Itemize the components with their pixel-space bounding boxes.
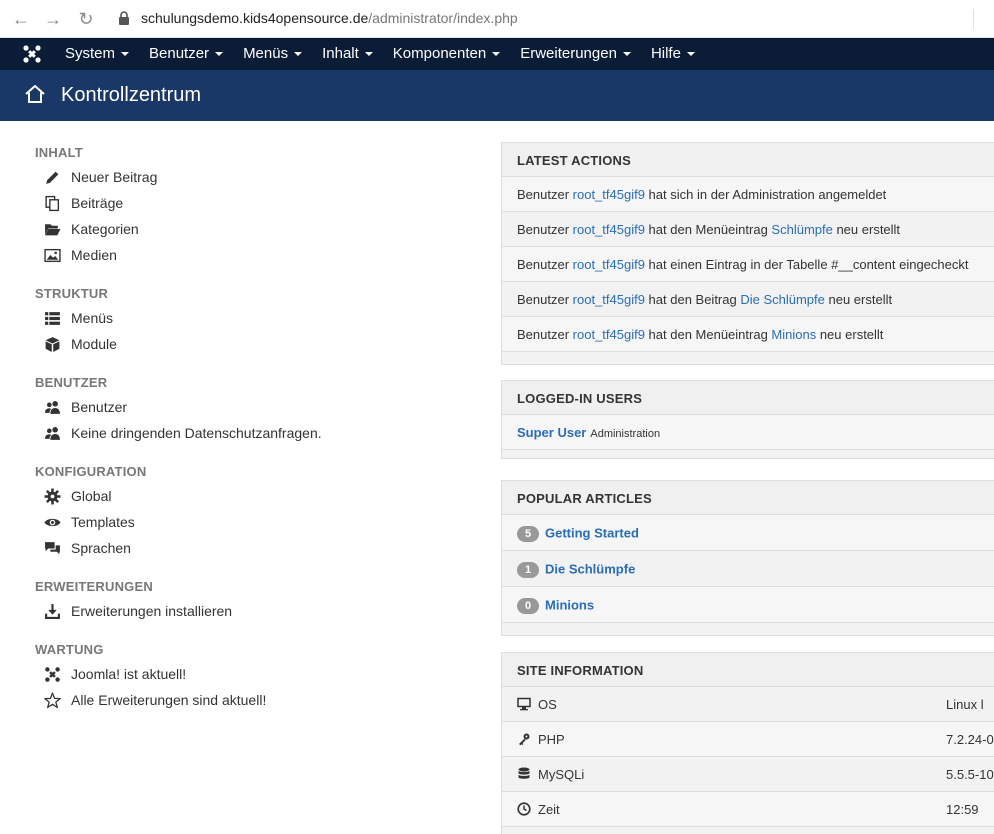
sidebar-heading: BENUTZER	[35, 375, 108, 390]
latest-actions-panel	[501, 142, 994, 365]
panel-heading: POPULAR ARTICLES	[502, 481, 994, 515]
info-value: 7.2.24-0	[946, 732, 994, 747]
sidebar-heading: WARTUNG	[35, 642, 104, 657]
sidebar-item-label: Kategorien	[71, 221, 139, 237]
list-icon	[43, 309, 61, 327]
action-suffix: neu erstellt	[824, 292, 893, 307]
user-link[interactable]: root_tf45gif9	[572, 222, 645, 237]
sidebar-item-sprachen[interactable]	[35, 535, 475, 561]
action-prefix: Benutzer	[517, 292, 573, 307]
info-value: 12:59	[946, 802, 979, 817]
info-value: Linux l	[946, 697, 984, 712]
sidebar-item-label: Erweiterungen installieren	[71, 603, 233, 619]
users-icon	[43, 424, 61, 442]
home-icon	[24, 83, 46, 105]
user-link[interactable]: root_tf45gif9	[572, 327, 645, 342]
reload-icon[interactable]: ↻	[78, 9, 94, 29]
menu-label: System	[65, 45, 116, 62]
sidebar-item-label: Joomla! ist aktuell!	[71, 666, 187, 682]
list-item	[502, 415, 994, 450]
joomla-logo-icon[interactable]	[22, 44, 42, 64]
list-item	[502, 317, 994, 352]
menu-label: Komponenten	[392, 45, 487, 62]
lock-icon	[118, 11, 130, 25]
users-icon	[43, 398, 61, 416]
sidebar-item-beitraege[interactable]	[35, 190, 475, 216]
menu-system[interactable]	[55, 38, 139, 70]
desktop-icon	[517, 697, 531, 711]
pencil-icon	[43, 168, 61, 186]
sidebar-item-module[interactable]	[35, 331, 475, 357]
sidebar-item-label: Alle Erweiterungen sind aktuell!	[71, 692, 267, 708]
menu-label: Menüs	[243, 45, 289, 62]
toolbar-divider	[960, 9, 974, 29]
address-bar[interactable]	[141, 10, 518, 26]
sidebar-item-label: Sprachen	[71, 540, 131, 556]
site-information-panel	[501, 652, 994, 834]
sidebar-section-konfiguration	[35, 461, 475, 561]
caret-down-icon	[623, 52, 631, 56]
action-text: hat sich in der Administration angemeldet	[644, 187, 887, 202]
info-label: PHP	[538, 732, 565, 747]
action-suffix: neu erstellt	[832, 222, 901, 237]
popular-articles-list	[502, 515, 994, 623]
page-title: Kontrollzentrum	[61, 84, 202, 106]
info-label: OS	[538, 697, 557, 712]
info-label: MySQLi	[538, 767, 585, 782]
article-link[interactable]: Getting Started	[545, 525, 639, 541]
list-item	[502, 282, 994, 317]
info-value: 5.5.5-10	[946, 767, 994, 782]
sidebar-section-erweiterungen	[35, 576, 475, 624]
sidebar-item-label: Global	[71, 488, 112, 504]
action-text: hat den Menüeintrag	[644, 327, 772, 342]
action-prefix: Benutzer	[517, 187, 573, 202]
item-link[interactable]: Schlümpfe	[771, 222, 833, 237]
panel-footer	[502, 623, 994, 635]
sidebar-section-benutzer	[35, 372, 475, 446]
sidebar-item-label: Menüs	[71, 310, 114, 326]
main-menu	[55, 38, 705, 70]
sidebar	[35, 142, 475, 728]
popular-articles-panel	[501, 480, 994, 636]
joomla-icon	[43, 665, 61, 683]
sidebar-item-label: Medien	[71, 247, 117, 263]
panel-heading: LOGGED-IN USERS	[502, 381, 994, 415]
download-icon	[43, 602, 61, 620]
user-link[interactable]: root_tf45gif9	[572, 292, 645, 307]
key-icon	[517, 732, 531, 746]
table-row	[502, 792, 994, 827]
info-label: Zeit	[538, 802, 560, 817]
menu-benutzer[interactable]	[139, 38, 233, 70]
page-header	[0, 70, 994, 121]
list-item	[502, 551, 994, 587]
caret-down-icon	[687, 52, 695, 56]
admin-menubar	[0, 38, 994, 70]
action-text: hat den Menüeintrag	[644, 222, 772, 237]
sidebar-item-label: Beiträge	[71, 195, 124, 211]
user-link[interactable]: root_tf45gif9	[572, 187, 645, 202]
forward-arrow-icon[interactable]: →	[44, 9, 62, 29]
panel-footer	[502, 352, 994, 364]
user-link[interactable]: root_tf45gif9	[572, 257, 645, 272]
comments-icon	[43, 539, 61, 557]
caret-down-icon	[365, 52, 373, 56]
sidebar-item-label: Module	[71, 336, 117, 352]
list-item	[502, 515, 994, 551]
url-host: schulungsdemo.kids4opensource.de	[141, 10, 369, 26]
article-link[interactable]: Die Schlümpfe	[545, 561, 636, 577]
list-item	[502, 212, 994, 247]
sidebar-item-global[interactable]	[35, 483, 475, 509]
list-item	[502, 247, 994, 282]
action-text: hat den Beitrag	[644, 292, 741, 307]
gear-icon	[43, 487, 61, 505]
cube-icon	[43, 335, 61, 353]
menu-label: Erweiterungen	[520, 45, 617, 62]
logged-in-users-panel	[501, 380, 994, 459]
sidebar-item-erweiterungen-installieren[interactable]	[35, 598, 475, 624]
panel-heading: LATEST ACTIONS	[502, 143, 994, 177]
menu-inhalt[interactable]	[312, 38, 383, 70]
sidebar-item-label: Benutzer	[71, 399, 128, 415]
sidebar-item-erweiterungen-aktuell[interactable]	[35, 687, 475, 713]
item-link[interactable]: Die Schlümpfe	[740, 292, 825, 307]
user-link[interactable]: Super User	[517, 425, 587, 440]
eye-icon	[43, 513, 61, 531]
sidebar-item-menues[interactable]	[35, 305, 475, 331]
action-suffix: neu erstellt	[816, 327, 884, 342]
image-icon	[43, 246, 61, 264]
caret-down-icon	[215, 52, 223, 56]
hits-badge: 1	[517, 562, 539, 578]
sidebar-section-wartung	[35, 639, 475, 713]
menu-hilfe[interactable]	[641, 38, 705, 70]
action-prefix: Benutzer	[517, 257, 573, 272]
sidebar-item-kategorien[interactable]	[35, 216, 475, 242]
sidebar-item-label: Neuer Beitrag	[71, 169, 158, 185]
sidebar-heading: ERWEITERUNGEN	[35, 579, 153, 594]
sidebar-item-benutzer[interactable]	[35, 394, 475, 420]
article-link[interactable]: Minions	[545, 597, 595, 613]
back-arrow-icon[interactable]: ←	[12, 9, 30, 29]
sidebar-item-label: Keine dringenden Datenschutzanfragen.	[71, 425, 322, 441]
sidebar-section-struktur	[35, 283, 475, 357]
panel-heading: SITE INFORMATION	[502, 653, 994, 687]
user-role: Administration	[590, 428, 661, 440]
caret-down-icon	[492, 52, 500, 56]
hits-badge: 0	[517, 598, 539, 614]
star-icon	[43, 691, 61, 709]
list-item	[502, 177, 994, 212]
item-link[interactable]: Minions	[771, 327, 817, 342]
menu-label: Inhalt	[322, 45, 359, 62]
database-icon	[517, 767, 531, 781]
action-text: hat einen Eintrag in der Tabelle #__content eingecheckt	[644, 257, 969, 272]
sidebar-item-neuer-beitrag[interactable]	[35, 164, 475, 190]
copy-icon	[43, 194, 61, 212]
hits-badge: 5	[517, 526, 539, 542]
menu-label: Hilfe	[650, 45, 681, 62]
menu-komponenten[interactable]	[383, 38, 510, 70]
sidebar-item-medien[interactable]	[35, 242, 475, 268]
menu-label: Benutzer	[149, 45, 210, 62]
sidebar-heading: INHALT	[35, 145, 83, 160]
sidebar-heading: KONFIGURATION	[35, 464, 147, 479]
table-row	[502, 722, 994, 757]
action-prefix: Benutzer	[517, 327, 573, 342]
caret-down-icon	[294, 52, 302, 56]
sidebar-item-templates[interactable]	[35, 509, 475, 535]
clock-icon	[517, 802, 531, 816]
menu-erweiterungen[interactable]	[510, 38, 641, 70]
caret-down-icon	[121, 52, 129, 56]
action-prefix: Benutzer	[517, 222, 573, 237]
sidebar-heading: STRUKTUR	[35, 286, 109, 301]
menu-menues[interactable]	[233, 38, 312, 70]
folder-open-icon	[43, 220, 61, 238]
panel-footer	[502, 450, 994, 458]
browser-toolbar	[0, 0, 994, 38]
table-row	[502, 757, 994, 792]
sidebar-section-inhalt	[35, 142, 475, 268]
sidebar-item-joomla-aktuell[interactable]	[35, 661, 475, 687]
sidebar-item-datenschutzanfragen[interactable]	[35, 420, 475, 446]
url-path: /administrator/index.php	[368, 10, 518, 26]
table-row	[502, 687, 994, 722]
latest-actions-list	[502, 177, 994, 352]
list-item	[502, 587, 994, 623]
sidebar-item-label: Templates	[71, 514, 135, 530]
